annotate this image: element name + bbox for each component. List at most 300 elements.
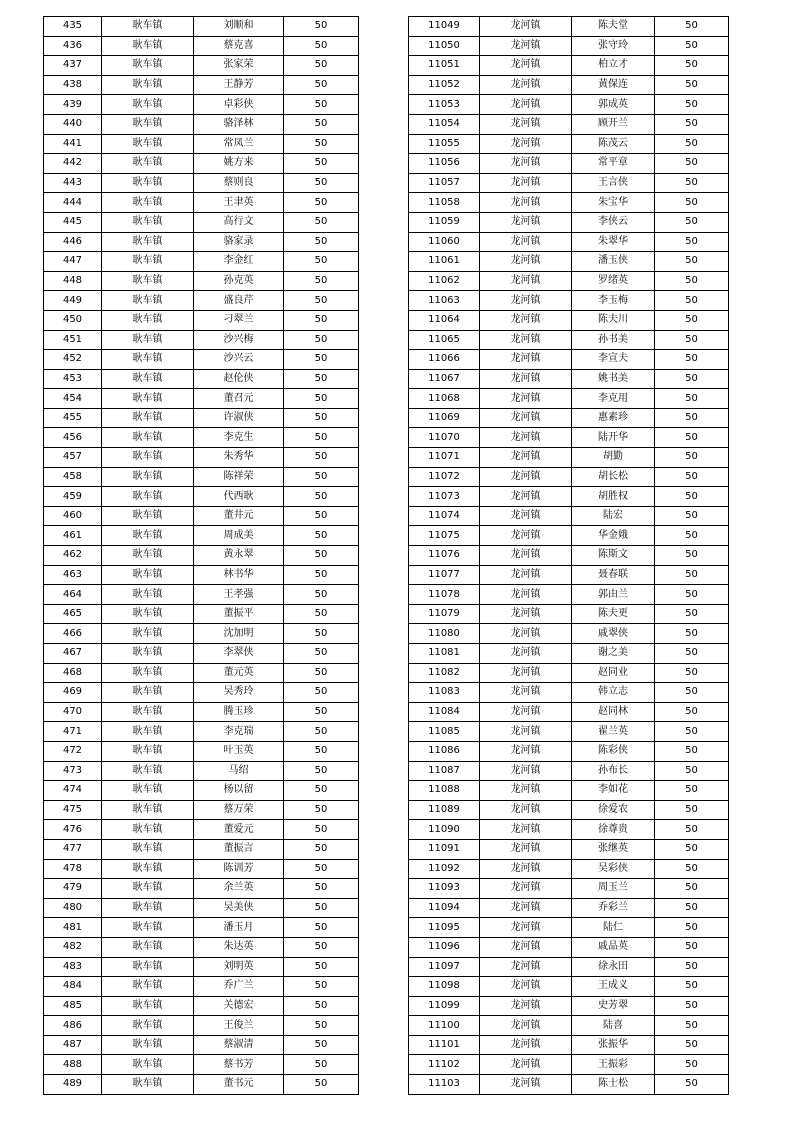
amount-cell: 50 [284, 310, 359, 330]
row-number-cell: 11084 [409, 702, 480, 722]
amount-cell: 50 [284, 624, 359, 644]
left-table-body [44, 17, 359, 1095]
table-row [44, 389, 359, 409]
amount-cell: 50 [655, 252, 729, 272]
person-name-cell: 蔡则良 [194, 173, 284, 193]
amount-cell: 50 [655, 173, 729, 193]
town-cell: 耿车镇 [102, 1035, 194, 1055]
table-row [409, 17, 729, 37]
row-number-cell: 483 [44, 957, 102, 977]
town-cell: 耿车镇 [102, 624, 194, 644]
person-name-cell: 陈夫堂 [572, 17, 655, 37]
row-number-cell: 486 [44, 1016, 102, 1036]
person-name-cell: 董振言 [194, 839, 284, 859]
person-name-cell: 李如花 [572, 781, 655, 801]
row-number-cell: 435 [44, 17, 102, 37]
table-row [44, 604, 359, 624]
town-cell: 耿车镇 [102, 212, 194, 232]
amount-cell: 50 [284, 448, 359, 468]
town-cell: 龙河镇 [480, 585, 572, 605]
amount-cell: 50 [655, 369, 729, 389]
town-cell: 龙河镇 [480, 741, 572, 761]
town-cell: 耿车镇 [102, 56, 194, 76]
row-number-cell: 455 [44, 408, 102, 428]
table-row [44, 36, 359, 56]
town-cell: 龙河镇 [480, 506, 572, 526]
person-name-cell: 蔡淑清 [194, 1035, 284, 1055]
row-number-cell: 11093 [409, 879, 480, 899]
table-row [409, 56, 729, 76]
row-number-cell: 11070 [409, 428, 480, 448]
town-cell: 龙河镇 [480, 56, 572, 76]
table-row [44, 310, 359, 330]
person-name-cell: 陈训芳 [194, 859, 284, 879]
amount-cell: 50 [284, 506, 359, 526]
row-number-cell: 465 [44, 604, 102, 624]
town-cell: 龙河镇 [480, 193, 572, 213]
row-number-cell: 440 [44, 114, 102, 134]
amount-cell: 50 [655, 937, 729, 957]
person-name-cell: 郭成英 [572, 95, 655, 115]
amount-cell: 50 [655, 761, 729, 781]
person-name-cell: 罗绪英 [572, 271, 655, 291]
amount-cell: 50 [655, 526, 729, 546]
person-name-cell: 李克用 [572, 389, 655, 409]
person-name-cell: 王聿英 [194, 193, 284, 213]
town-cell: 耿车镇 [102, 252, 194, 272]
table-row [409, 95, 729, 115]
town-cell: 龙河镇 [480, 389, 572, 409]
person-name-cell: 韩立志 [572, 683, 655, 703]
amount-cell: 50 [284, 1055, 359, 1075]
person-name-cell: 陈夫更 [572, 604, 655, 624]
table-row [409, 761, 729, 781]
amount-cell: 50 [655, 879, 729, 899]
person-name-cell: 王言侠 [572, 173, 655, 193]
table-row [409, 291, 729, 311]
table-row [44, 506, 359, 526]
row-number-cell: 11087 [409, 761, 480, 781]
row-number-cell: 458 [44, 467, 102, 487]
amount-cell: 50 [284, 820, 359, 840]
amount-cell: 50 [655, 702, 729, 722]
amount-cell: 50 [284, 957, 359, 977]
table-row [44, 350, 359, 370]
person-name-cell: 董书元 [194, 1075, 284, 1095]
table-row [409, 467, 729, 487]
amount-cell: 50 [655, 977, 729, 997]
person-name-cell: 张家荣 [194, 56, 284, 76]
person-name-cell: 戚翠侠 [572, 624, 655, 644]
town-cell: 龙河镇 [480, 36, 572, 56]
town-cell: 耿车镇 [102, 17, 194, 37]
town-cell: 龙河镇 [480, 1035, 572, 1055]
town-cell: 龙河镇 [480, 134, 572, 154]
table-row [409, 330, 729, 350]
row-number-cell: 449 [44, 291, 102, 311]
amount-cell: 50 [284, 839, 359, 859]
person-name-cell: 周玉兰 [572, 879, 655, 899]
person-name-cell: 陈夫川 [572, 310, 655, 330]
town-cell: 耿车镇 [102, 565, 194, 585]
amount-cell: 50 [655, 134, 729, 154]
amount-cell: 50 [655, 95, 729, 115]
amount-cell: 50 [655, 859, 729, 879]
town-cell: 龙河镇 [480, 565, 572, 585]
row-number-cell: 481 [44, 918, 102, 938]
amount-cell: 50 [655, 644, 729, 664]
town-cell: 龙河镇 [480, 1055, 572, 1075]
town-cell: 耿车镇 [102, 644, 194, 664]
amount-cell: 50 [284, 761, 359, 781]
person-name-cell: 卓彩侠 [194, 95, 284, 115]
town-cell: 耿车镇 [102, 937, 194, 957]
town-cell: 龙河镇 [480, 114, 572, 134]
row-number-cell: 11074 [409, 506, 480, 526]
amount-cell: 50 [655, 918, 729, 938]
row-number-cell: 469 [44, 683, 102, 703]
town-cell: 龙河镇 [480, 918, 572, 938]
amount-cell: 50 [284, 918, 359, 938]
person-name-cell: 陆宏 [572, 506, 655, 526]
person-name-cell: 高行文 [194, 212, 284, 232]
person-name-cell: 吴彩侠 [572, 859, 655, 879]
amount-cell: 50 [284, 977, 359, 997]
town-cell: 龙河镇 [480, 1016, 572, 1036]
amount-cell: 50 [284, 408, 359, 428]
town-cell: 耿车镇 [102, 114, 194, 134]
table-row [409, 369, 729, 389]
person-name-cell: 陈士松 [572, 1075, 655, 1095]
person-name-cell: 徐尊贵 [572, 820, 655, 840]
row-number-cell: 476 [44, 820, 102, 840]
town-cell: 耿车镇 [102, 408, 194, 428]
amount-cell: 50 [655, 193, 729, 213]
town-cell: 耿车镇 [102, 898, 194, 918]
amount-cell: 50 [655, 722, 729, 742]
person-name-cell: 许淑侠 [194, 408, 284, 428]
amount-cell: 50 [284, 996, 359, 1016]
amount-cell: 50 [655, 389, 729, 409]
row-number-cell: 444 [44, 193, 102, 213]
town-cell: 耿车镇 [102, 526, 194, 546]
town-cell: 龙河镇 [480, 879, 572, 899]
town-cell: 耿车镇 [102, 977, 194, 997]
amount-cell: 50 [655, 487, 729, 507]
person-name-cell: 叶玉英 [194, 741, 284, 761]
person-name-cell: 杨以留 [194, 781, 284, 801]
row-number-cell: 11058 [409, 193, 480, 213]
left-roster-table [43, 16, 359, 1095]
person-name-cell: 沙兴云 [194, 350, 284, 370]
row-number-cell: 11063 [409, 291, 480, 311]
person-name-cell: 余兰英 [194, 879, 284, 899]
row-number-cell: 459 [44, 487, 102, 507]
person-name-cell: 董井元 [194, 506, 284, 526]
person-name-cell: 惠素珍 [572, 408, 655, 428]
town-cell: 耿车镇 [102, 448, 194, 468]
amount-cell: 50 [284, 36, 359, 56]
table-row [44, 937, 359, 957]
person-name-cell: 陈斯文 [572, 546, 655, 566]
row-number-cell: 470 [44, 702, 102, 722]
amount-cell: 50 [284, 369, 359, 389]
row-number-cell: 443 [44, 173, 102, 193]
person-name-cell: 柏立才 [572, 56, 655, 76]
town-cell: 耿车镇 [102, 1055, 194, 1075]
row-number-cell: 473 [44, 761, 102, 781]
person-name-cell: 常平章 [572, 154, 655, 174]
table-row [409, 859, 729, 879]
person-name-cell: 陈茂云 [572, 134, 655, 154]
amount-cell: 50 [284, 17, 359, 37]
person-name-cell: 周成美 [194, 526, 284, 546]
row-number-cell: 488 [44, 1055, 102, 1075]
row-number-cell: 11065 [409, 330, 480, 350]
town-cell: 耿车镇 [102, 879, 194, 899]
table-row [44, 134, 359, 154]
amount-cell: 50 [284, 898, 359, 918]
table-row [44, 702, 359, 722]
amount-cell: 50 [655, 17, 729, 37]
row-number-cell: 11099 [409, 996, 480, 1016]
amount-cell: 50 [655, 330, 729, 350]
row-number-cell: 11081 [409, 644, 480, 664]
person-name-cell: 林书华 [194, 565, 284, 585]
row-number-cell: 11056 [409, 154, 480, 174]
town-cell: 龙河镇 [480, 937, 572, 957]
amount-cell: 50 [284, 722, 359, 742]
town-cell: 耿车镇 [102, 291, 194, 311]
town-cell: 耿车镇 [102, 918, 194, 938]
row-number-cell: 11096 [409, 937, 480, 957]
row-number-cell: 11051 [409, 56, 480, 76]
row-number-cell: 11079 [409, 604, 480, 624]
table-row [409, 663, 729, 683]
table-row [44, 193, 359, 213]
amount-cell: 50 [284, 1075, 359, 1095]
table-row [409, 839, 729, 859]
person-name-cell: 谢之美 [572, 644, 655, 664]
row-number-cell: 11050 [409, 36, 480, 56]
town-cell: 耿车镇 [102, 546, 194, 566]
row-number-cell: 11082 [409, 663, 480, 683]
person-name-cell: 沈加明 [194, 624, 284, 644]
table-row [409, 1055, 729, 1075]
amount-cell: 50 [655, 585, 729, 605]
row-number-cell: 11100 [409, 1016, 480, 1036]
person-name-cell: 史芳翠 [572, 996, 655, 1016]
table-row [409, 604, 729, 624]
row-number-cell: 11102 [409, 1055, 480, 1075]
row-number-cell: 468 [44, 663, 102, 683]
row-number-cell: 441 [44, 134, 102, 154]
person-name-cell: 乔彩兰 [572, 898, 655, 918]
town-cell: 龙河镇 [480, 781, 572, 801]
person-name-cell: 翟兰英 [572, 722, 655, 742]
amount-cell: 50 [284, 154, 359, 174]
amount-cell: 50 [284, 526, 359, 546]
person-name-cell: 代西耿 [194, 487, 284, 507]
amount-cell: 50 [284, 350, 359, 370]
row-number-cell: 452 [44, 350, 102, 370]
town-cell: 耿车镇 [102, 702, 194, 722]
town-cell: 耿车镇 [102, 800, 194, 820]
town-cell: 耿车镇 [102, 683, 194, 703]
row-number-cell: 11062 [409, 271, 480, 291]
table-row [44, 428, 359, 448]
row-number-cell: 11097 [409, 957, 480, 977]
person-name-cell: 黄永翠 [194, 546, 284, 566]
person-name-cell: 马绍 [194, 761, 284, 781]
amount-cell: 50 [284, 173, 359, 193]
person-name-cell: 沙兴梅 [194, 330, 284, 350]
amount-cell: 50 [655, 781, 729, 801]
person-name-cell: 聂春联 [572, 565, 655, 585]
row-number-cell: 11067 [409, 369, 480, 389]
town-cell: 耿车镇 [102, 1075, 194, 1095]
person-name-cell: 赵伦侠 [194, 369, 284, 389]
row-number-cell: 457 [44, 448, 102, 468]
amount-cell: 50 [284, 389, 359, 409]
table-row [44, 977, 359, 997]
row-number-cell: 11092 [409, 859, 480, 879]
table-row [44, 95, 359, 115]
person-name-cell: 郭由兰 [572, 585, 655, 605]
amount-cell: 50 [284, 330, 359, 350]
table-row [44, 232, 359, 252]
row-number-cell: 484 [44, 977, 102, 997]
town-cell: 耿车镇 [102, 859, 194, 879]
person-name-cell: 腾玉珍 [194, 702, 284, 722]
person-name-cell: 黄保连 [572, 75, 655, 95]
town-cell: 耿车镇 [102, 310, 194, 330]
table-row [44, 173, 359, 193]
person-name-cell: 陆仁 [572, 918, 655, 938]
amount-cell: 50 [284, 75, 359, 95]
person-name-cell: 孙布长 [572, 761, 655, 781]
amount-cell: 50 [284, 271, 359, 291]
person-name-cell: 董召元 [194, 389, 284, 409]
row-number-cell: 11060 [409, 232, 480, 252]
table-row [44, 800, 359, 820]
amount-cell: 50 [655, 467, 729, 487]
amount-cell: 50 [655, 1035, 729, 1055]
row-number-cell: 461 [44, 526, 102, 546]
amount-cell: 50 [284, 487, 359, 507]
town-cell: 龙河镇 [480, 604, 572, 624]
person-name-cell: 骆家录 [194, 232, 284, 252]
town-cell: 龙河镇 [480, 467, 572, 487]
table-row [409, 585, 729, 605]
person-name-cell: 盛良芹 [194, 291, 284, 311]
table-row [44, 781, 359, 801]
town-cell: 耿车镇 [102, 585, 194, 605]
person-name-cell: 董元英 [194, 663, 284, 683]
row-number-cell: 11073 [409, 487, 480, 507]
row-number-cell: 11053 [409, 95, 480, 115]
town-cell: 龙河镇 [480, 957, 572, 977]
town-cell: 龙河镇 [480, 271, 572, 291]
amount-cell: 50 [655, 996, 729, 1016]
amount-cell: 50 [655, 310, 729, 330]
amount-cell: 50 [284, 781, 359, 801]
row-number-cell: 11089 [409, 800, 480, 820]
row-number-cell: 460 [44, 506, 102, 526]
row-number-cell: 480 [44, 898, 102, 918]
amount-cell: 50 [284, 585, 359, 605]
row-number-cell: 478 [44, 859, 102, 879]
table-row [44, 683, 359, 703]
person-name-cell: 陈祥荣 [194, 467, 284, 487]
town-cell: 龙河镇 [480, 330, 572, 350]
row-number-cell: 479 [44, 879, 102, 899]
row-number-cell: 11095 [409, 918, 480, 938]
town-cell: 龙河镇 [480, 683, 572, 703]
table-row [44, 1055, 359, 1075]
amount-cell: 50 [284, 702, 359, 722]
row-number-cell: 11075 [409, 526, 480, 546]
person-name-cell: 王成义 [572, 977, 655, 997]
table-row [409, 702, 729, 722]
table-row [44, 17, 359, 37]
table-row [409, 937, 729, 957]
row-number-cell: 11055 [409, 134, 480, 154]
person-name-cell: 朱宝华 [572, 193, 655, 213]
table-row [409, 232, 729, 252]
table-row [409, 1016, 729, 1036]
table-row [44, 820, 359, 840]
town-cell: 龙河镇 [480, 977, 572, 997]
row-number-cell: 11088 [409, 781, 480, 801]
person-name-cell: 李侠云 [572, 212, 655, 232]
person-name-cell: 常凤兰 [194, 134, 284, 154]
town-cell: 龙河镇 [480, 17, 572, 37]
amount-cell: 50 [655, 114, 729, 134]
town-cell: 龙河镇 [480, 839, 572, 859]
town-cell: 耿车镇 [102, 232, 194, 252]
row-number-cell: 471 [44, 722, 102, 742]
row-number-cell: 445 [44, 212, 102, 232]
amount-cell: 50 [655, 663, 729, 683]
amount-cell: 50 [284, 428, 359, 448]
table-row [409, 487, 729, 507]
row-number-cell: 11071 [409, 448, 480, 468]
amount-cell: 50 [655, 624, 729, 644]
town-cell: 龙河镇 [480, 448, 572, 468]
town-cell: 龙河镇 [480, 173, 572, 193]
amount-cell: 50 [284, 56, 359, 76]
person-name-cell: 王振彩 [572, 1055, 655, 1075]
table-row [409, 389, 729, 409]
town-cell: 龙河镇 [480, 369, 572, 389]
amount-cell: 50 [284, 546, 359, 566]
town-cell: 龙河镇 [480, 75, 572, 95]
table-row [44, 839, 359, 859]
table-row [44, 448, 359, 468]
town-cell: 龙河镇 [480, 996, 572, 1016]
table-row [409, 506, 729, 526]
table-row [44, 1016, 359, 1036]
table-row [44, 879, 359, 899]
town-cell: 耿车镇 [102, 604, 194, 624]
person-name-cell: 李宣夫 [572, 350, 655, 370]
person-name-cell: 李金红 [194, 252, 284, 272]
person-name-cell: 胡长松 [572, 467, 655, 487]
town-cell: 耿车镇 [102, 957, 194, 977]
table-row [44, 56, 359, 76]
amount-cell: 50 [284, 800, 359, 820]
